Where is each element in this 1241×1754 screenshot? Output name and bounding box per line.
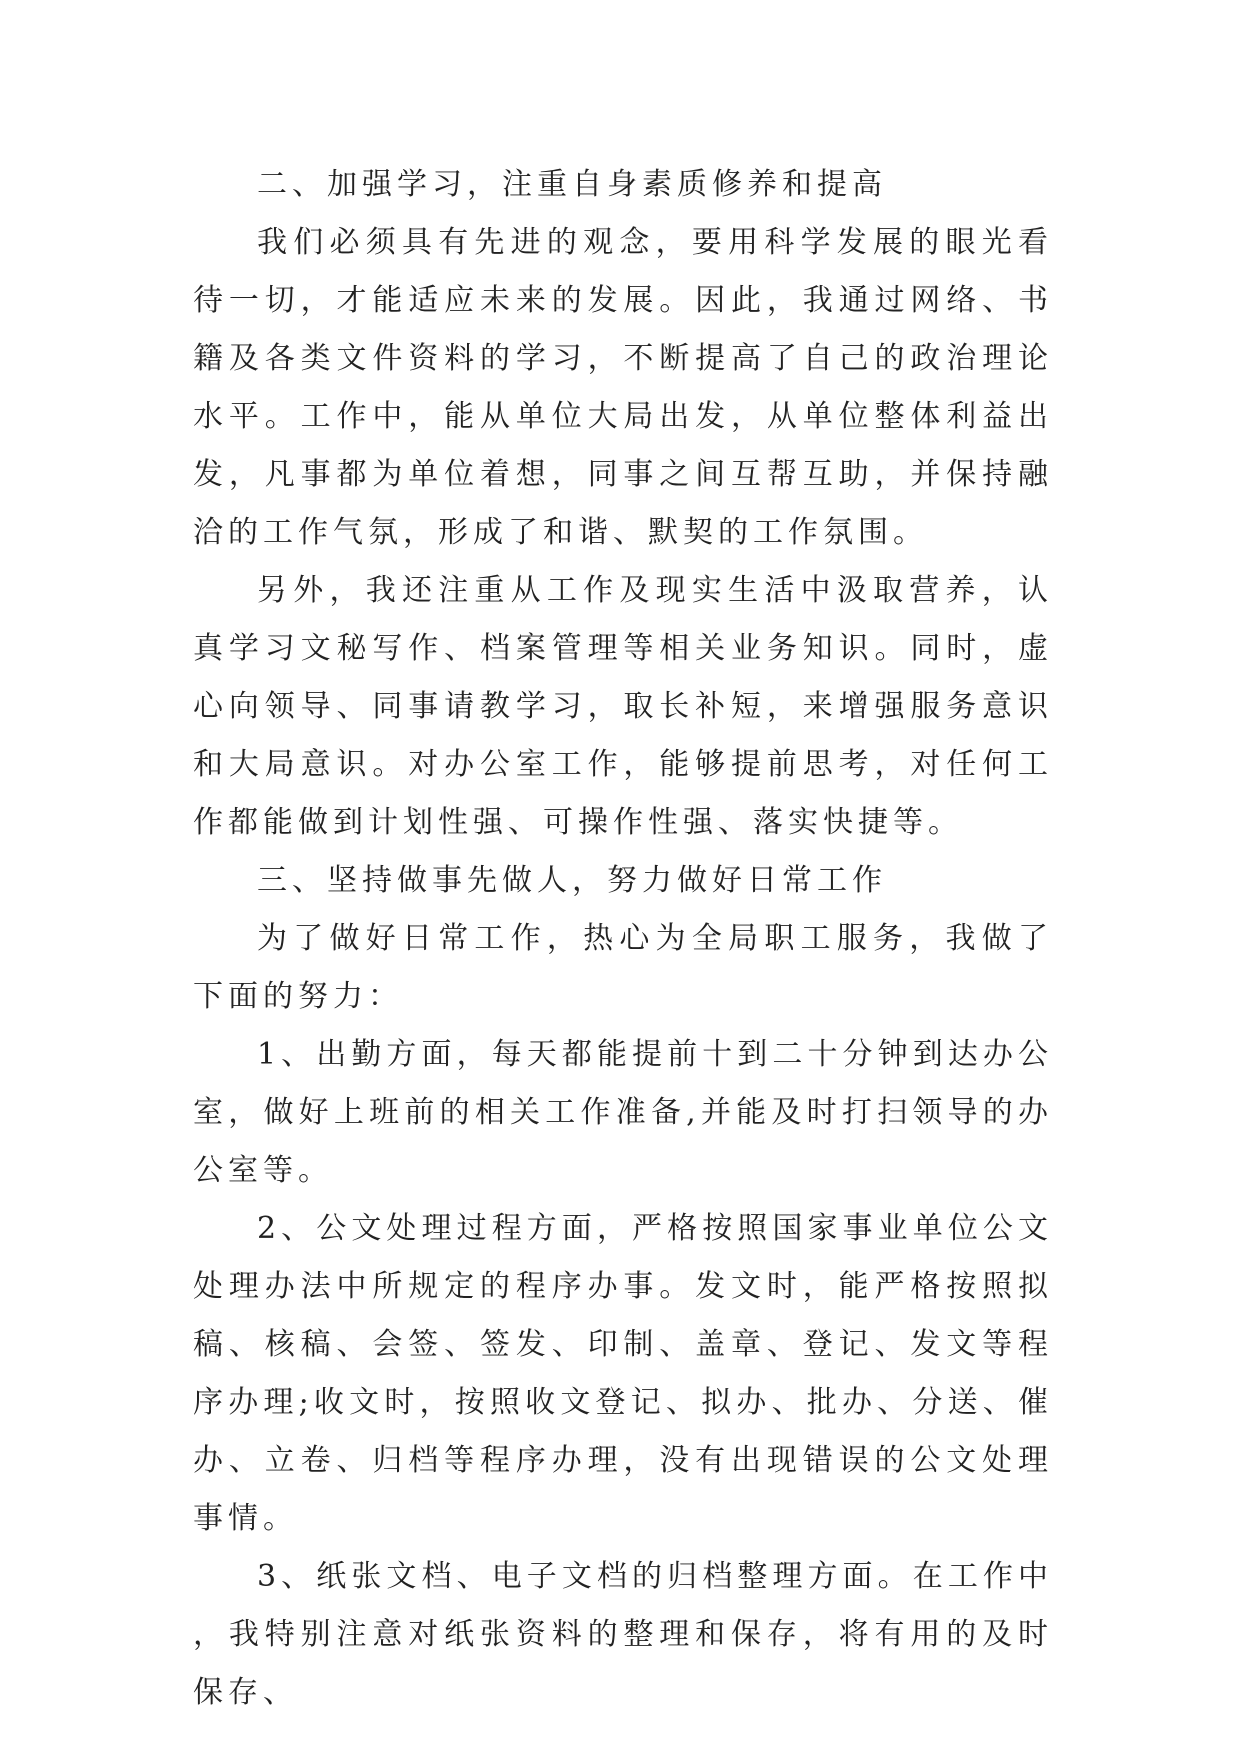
paragraph-daily-work-intro: 为了做好日常工作，热心为全局职工服务，我做了下面的努力：	[193, 921, 1053, 1014]
section-heading-3: 三、坚持做事先做人，努力做好日常工作	[257, 863, 887, 898]
list-item-attendance: 1、出勤方面，每天都能提前十到二十分钟到达办公室，做好上班前的相关工作准备,并能及时打扫领导的办公室等。	[193, 1037, 1053, 1188]
paragraph-study-attitude: 我们必须具有先进的观念，要用科学发展的眼光看待一切，才能适应未来的发展。因此，我通过网络、书籍及各类文件资料的学习，不断提高了自己的政治理论水平。工作中，能从单位大局出发，从单位整体利益出发，凡事都为单位着想，同事之间互帮互助，并保持融洽的工作气氛，形成了和谐、默契的工作氛围。	[193, 225, 1053, 550]
list-item-archiving: 3、纸张文档、电子文档的归档整理方面。在工作中，我特别注意对纸张资料的整理和保存，将有用的及时保存、	[193, 1559, 1053, 1710]
document-body	[193, 156, 1053, 1722]
section-heading-2: 二、加强学习，注重自身素质修养和提高	[257, 167, 887, 202]
list-item-document-processing: 2、公文处理过程方面，严格按照国家事业单位公文处理办法中所规定的程序办事。发文时，能严格按照拟稿、核稿、会签、签发、印制、盖章、登记、发文等程序办理;收文时，按照收文登记、拟办、批办、分送、催办、立卷、归档等程序办理，没有出现错误的公文处理事情。	[193, 1211, 1053, 1536]
paragraph-self-improvement: 另外，我还注重从工作及现实生活中汲取营养，认真学习文秘写作、档案管理等相关业务知识。同时，虚心向领导、同事请教学习，取长补短，来增强服务意识和大局意识。对办公室工作，能够提前思考，对任何工作都能做到计划性强、可操作性强、落实快捷等。	[193, 573, 1053, 840]
